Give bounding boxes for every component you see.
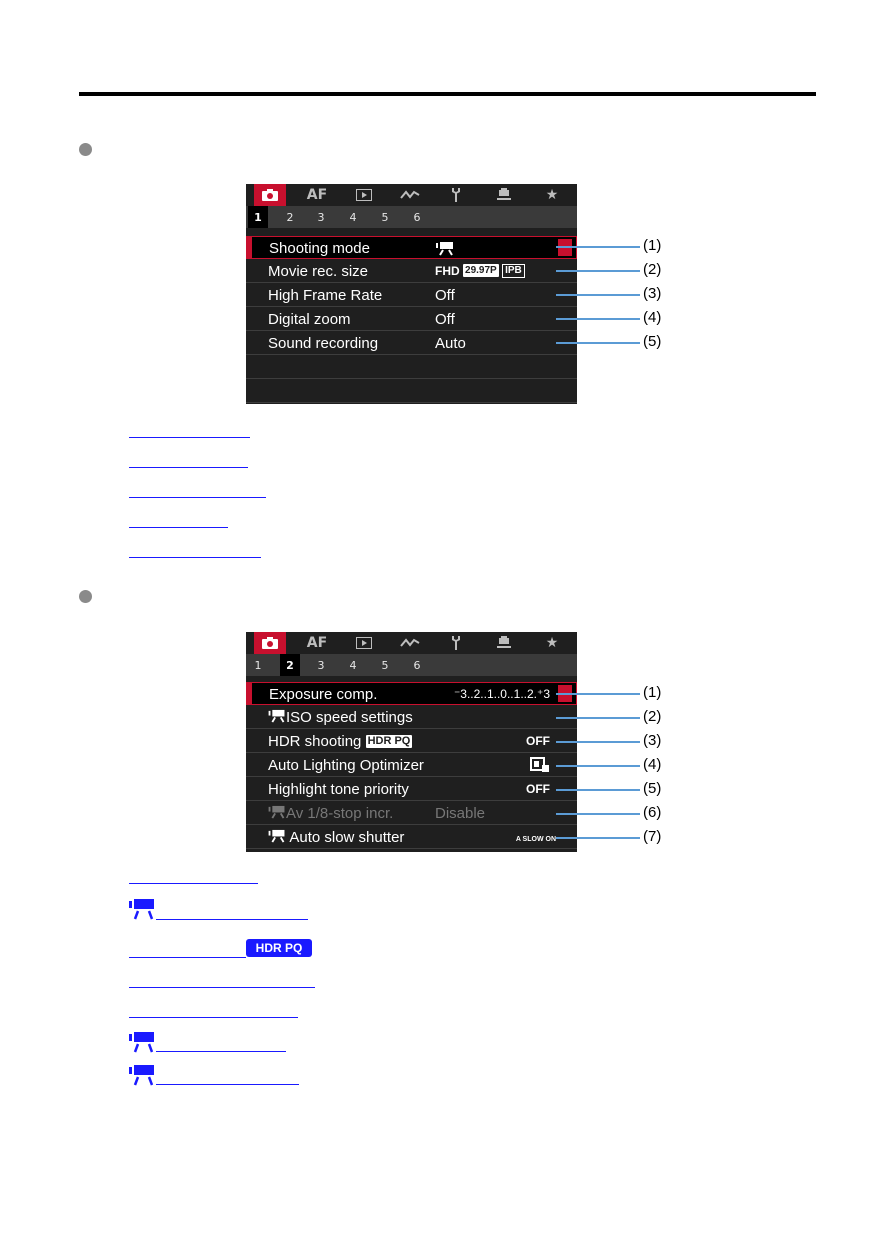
menu-item-label: Movie rec. size xyxy=(268,263,369,280)
menu-item-empty xyxy=(246,356,577,379)
menu-tabbar xyxy=(246,184,577,206)
callout-line xyxy=(556,741,640,743)
link-iso-speed-settings[interactable] xyxy=(156,900,308,920)
subtab-4[interactable]: 4 xyxy=(349,658,357,672)
playback-icon[interactable] xyxy=(348,632,380,654)
callout-line xyxy=(556,789,640,791)
callout-4: (4) xyxy=(643,309,662,326)
subtab-bar xyxy=(246,654,577,676)
movie-mode-icon xyxy=(268,805,286,819)
frame-rate-badge: 29.97P xyxy=(465,265,497,276)
subtab-1[interactable]: 1 xyxy=(248,206,268,228)
subtab-3[interactable]: 3 xyxy=(317,210,325,224)
menu-item-high-frame-rate[interactable] xyxy=(246,284,577,307)
fhd-label: FHD xyxy=(435,264,460,278)
menu-item-digital-zoom[interactable] xyxy=(246,308,577,331)
menu-item-label: Auto slow shutter xyxy=(268,829,404,846)
movie-mode-icon xyxy=(129,1064,155,1084)
exposure-scale: ⁻3..2..1..0..1..2.⁺3 xyxy=(453,687,550,701)
playback-icon[interactable] xyxy=(348,184,380,206)
callout-1: (1) xyxy=(643,684,662,701)
link-digital-zoom[interactable] xyxy=(129,508,228,528)
link-highlight-tone-priority[interactable] xyxy=(129,998,298,1018)
callout-line xyxy=(556,246,640,248)
star-icon[interactable]: ★ xyxy=(545,187,559,203)
wrench-icon[interactable] xyxy=(440,632,472,654)
menu-item-value: Auto xyxy=(435,335,466,352)
link-exposure-comp[interactable] xyxy=(129,864,258,884)
link-sound-recording[interactable] xyxy=(129,538,261,558)
menu-item-auto-slow-shutter[interactable] xyxy=(246,826,577,849)
callout-line xyxy=(556,270,640,272)
movie-mode-icon xyxy=(129,1031,155,1051)
auto-slow-on-badge: A SLOW ON xyxy=(515,836,556,843)
subtab-4[interactable]: 4 xyxy=(349,210,357,224)
custom-icon[interactable] xyxy=(488,632,520,654)
bullet-icon xyxy=(79,143,92,156)
menu-item-av-stop-incr[interactable] xyxy=(246,802,577,825)
menu-item-movie-rec-size[interactable] xyxy=(246,260,577,283)
callout-line xyxy=(556,294,640,296)
movie-mode-icon xyxy=(436,241,454,260)
menu-item-value: OFF xyxy=(526,734,550,748)
menu-item-value: Disable xyxy=(435,805,486,822)
ipb-badge: IPB xyxy=(502,264,525,278)
custom-icon[interactable] xyxy=(488,184,520,206)
menu-item-shooting-mode[interactable] xyxy=(246,236,577,259)
menu-item-empty xyxy=(246,380,577,403)
menu-item-label: HDR shooting HDR PQ xyxy=(268,733,411,750)
link-av-stop-incr[interactable] xyxy=(156,1032,286,1052)
menu-item-iso-speed-settings[interactable] xyxy=(246,706,577,729)
menu-item-label: Shooting mode xyxy=(269,240,370,257)
menu-item-label: Av 1/8-stop incr. xyxy=(268,805,393,822)
alo-icon xyxy=(530,757,550,776)
link-shooting-mode[interactable] xyxy=(129,418,250,438)
menu-item-sound-recording[interactable] xyxy=(246,332,577,355)
link-hdr-shooting[interactable] xyxy=(129,938,246,958)
callout-1: (1) xyxy=(643,237,662,254)
menu-item-hdr-shooting[interactable] xyxy=(246,730,577,753)
link-auto-slow-shutter[interactable] xyxy=(156,1065,299,1085)
subtab-3[interactable]: 3 xyxy=(317,658,325,672)
menu-item-exposure-comp[interactable] xyxy=(246,682,577,705)
af-icon[interactable]: AF xyxy=(306,187,328,203)
callout-line xyxy=(556,342,640,344)
menu-item-label: Exposure comp. xyxy=(269,686,378,703)
menu-item-value: Off xyxy=(435,287,455,304)
link-auto-lighting-optimizer[interactable] xyxy=(129,968,315,988)
link-movie-rec-size[interactable] xyxy=(129,448,248,468)
callout-line xyxy=(556,813,640,815)
camera-icon[interactable] xyxy=(254,184,286,206)
menu-item-label: High Frame Rate xyxy=(268,287,383,304)
callout-5: (5) xyxy=(643,780,662,797)
subtab-6[interactable]: 6 xyxy=(413,210,421,224)
subtab-5[interactable]: 5 xyxy=(381,210,389,224)
section-rule xyxy=(79,92,816,96)
callout-line xyxy=(556,717,640,719)
af-icon[interactable]: AF xyxy=(306,635,328,651)
menu-screen-1 xyxy=(246,184,577,404)
callout-5: (5) xyxy=(643,333,662,350)
bullet-icon xyxy=(79,590,92,603)
callout-6: (6) xyxy=(643,804,662,821)
callout-7: (7) xyxy=(643,828,662,845)
movie-mode-icon xyxy=(268,709,286,723)
subtab-5[interactable]: 5 xyxy=(381,658,389,672)
callout-line xyxy=(556,765,640,767)
movie-mode-icon xyxy=(268,829,286,843)
hdr-pq-badge: HDR PQ xyxy=(367,735,411,747)
menu-item-value: Off xyxy=(435,311,455,328)
callout-3: (3) xyxy=(643,285,662,302)
link-high-frame-rate[interactable] xyxy=(129,478,266,498)
movie-mode-icon xyxy=(129,898,155,918)
hdr-pq-badge: HDR PQ xyxy=(246,939,312,957)
subtab-2[interactable]: 2 xyxy=(286,210,294,224)
callout-line xyxy=(556,693,640,695)
menu-item-label: Auto Lighting Optimizer xyxy=(268,757,424,774)
callout-2: (2) xyxy=(643,708,662,725)
subtab-2[interactable]: 2 xyxy=(280,654,300,676)
callout-line xyxy=(556,837,640,839)
menu-item-label: ISO speed settings xyxy=(268,709,413,726)
subtab-bar xyxy=(246,206,577,228)
wireless-icon[interactable] xyxy=(394,632,426,654)
movie-size-value xyxy=(435,264,525,278)
callout-2: (2) xyxy=(643,261,662,278)
menu-item-auto-lighting-optimizer[interactable] xyxy=(246,754,577,777)
camera-icon[interactable] xyxy=(254,632,286,654)
callout-3: (3) xyxy=(643,732,662,749)
subtab-1[interactable]: 1 xyxy=(254,658,262,672)
wrench-icon[interactable] xyxy=(440,184,472,206)
callout-4: (4) xyxy=(643,756,662,773)
menu-item-value: OFF xyxy=(526,782,550,796)
callout-line xyxy=(556,318,640,320)
subtab-6[interactable]: 6 xyxy=(413,658,421,672)
menu-item-highlight-tone-priority[interactable] xyxy=(246,778,577,801)
menu-item-label: Digital zoom xyxy=(268,311,351,328)
wireless-icon[interactable] xyxy=(394,184,426,206)
menu-tabbar xyxy=(246,632,577,654)
star-icon[interactable]: ★ xyxy=(545,635,559,651)
menu-screen-2 xyxy=(246,632,577,852)
menu-item-label: Sound recording xyxy=(268,335,379,352)
menu-item-label: Highlight tone priority xyxy=(268,781,409,798)
